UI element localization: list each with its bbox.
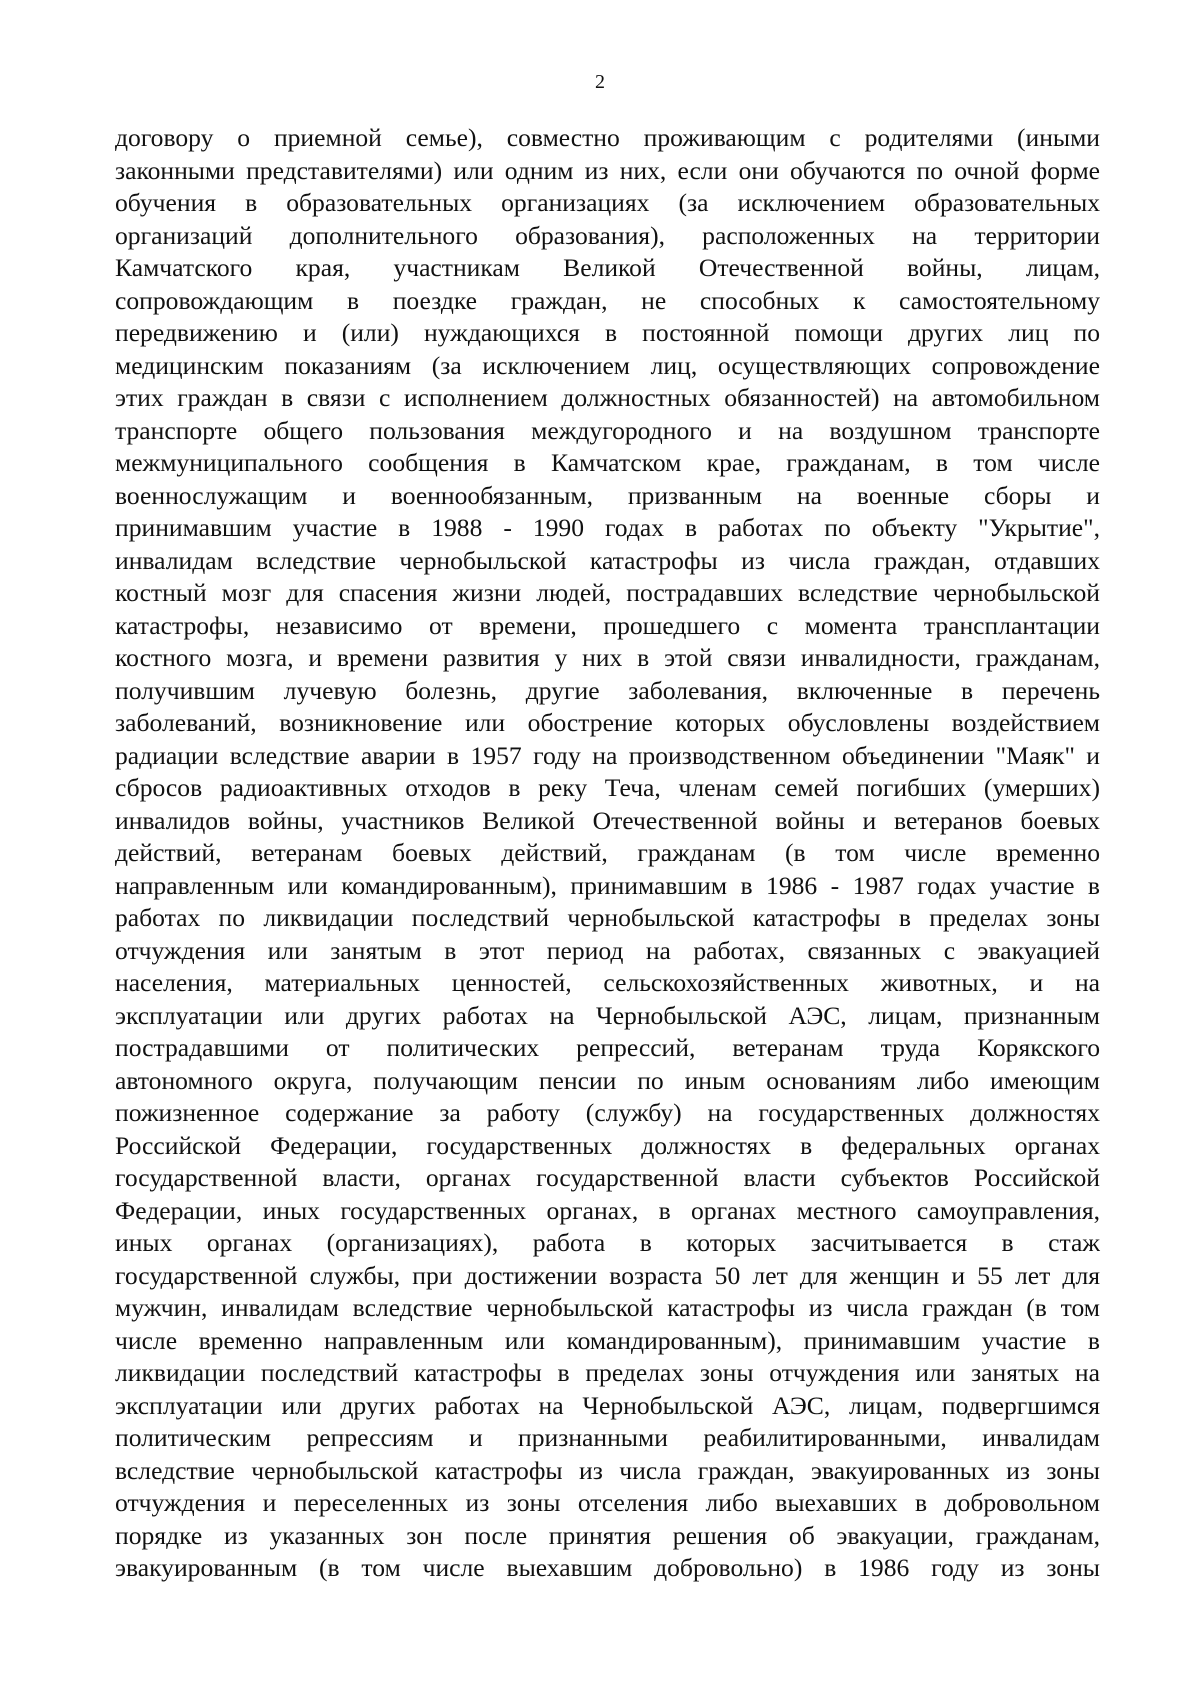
text-line: законными представителями) или одним из них, если они обучаются по очной форме [115, 155, 1100, 185]
text-line: вследствие чернобыльской катастрофы из числа граждан, эвакуированных из зоны [115, 1455, 1100, 1485]
text-line: пострадавшими от политических репрессий, ветеранам труда Корякского [115, 1033, 1100, 1062]
text-line: направленным или командированным), принимавшим в 1986 - 1987 годах участие в [115, 870, 1100, 900]
text-line: межмуниципального сообщения в Камчатском крае, гражданам, в том числе [115, 448, 1100, 477]
text-line: пожизненное содержание за работу (службу) на государственных должностях [115, 1098, 1100, 1127]
text-line: заболеваний, возникновение или обострение которых обусловлены воздействием [115, 708, 1100, 737]
body-text [115, 122, 1100, 1585]
text-line: этих граждан в связи с исполнением должностных обязанностей) на автомобильном [115, 383, 1100, 412]
text-line: отчуждения или занятым в этот период на работах, связанных с эвакуацией [115, 935, 1100, 965]
text-line: отчуждения и переселенных из зоны отселения либо выехавших в добровольном [115, 1488, 1100, 1517]
text-line: Федерации, иных государственных органах, в органах местного самоуправления, [115, 1195, 1100, 1225]
text-line: передвижению и (или) нуждающихся в постоянной помощи других лиц по [115, 318, 1100, 347]
text-line: эвакуированным (в том числе выехавшим добровольно) в 1986 году из зоны [115, 1553, 1100, 1582]
text-line: порядке из указанных зон после принятия решения об эвакуации, гражданам, [115, 1520, 1100, 1550]
text-line: действий, ветеранам боевых действий, гражданам (в том числе временно [115, 838, 1100, 867]
text-line: населения, материальных ценностей, сельскохозяйственных животных, и на [115, 968, 1100, 997]
text-line: радиации вследствие аварии в 1957 году на производственном объединении "Маяк" и [115, 740, 1100, 770]
text-line: костного мозга, и времени развития у них в этой связи инвалидности, гражданам, [115, 643, 1100, 672]
text-line: мужчин, инвалидам вследствие чернобыльской катастрофы из числа граждан (в том [115, 1293, 1100, 1322]
text-line: сбросов радиоактивных отходов в реку Теча, членам семей погибших (умерших) [115, 773, 1100, 802]
text-line: государственной службы, при достижении возраста 50 лет для женщин и 55 лет для [115, 1260, 1100, 1290]
text-line: медицинским показаниям (за исключением лиц, осуществляющих сопровождение [115, 350, 1100, 380]
text-line: иных органах (организациях), работа в которых засчитывается в стаж [115, 1228, 1100, 1257]
text-line: эксплуатации или других работах на Чернобыльской АЭС, лицам, признанным [115, 1000, 1100, 1030]
text-line: инвалидам вследствие чернобыльской катастрофы из числа граждан, отдавших [115, 545, 1100, 575]
page-number: 2 [595, 71, 605, 93]
text-line: получившим лучевую болезнь, другие заболевания, включенные в перечень [115, 675, 1100, 705]
text-line: инвалидов войны, участников Великой Отечественной войны и ветеранов боевых [115, 805, 1100, 835]
text-line: катастрофы, независимо от времени, прошедшего с момента трансплантации [115, 610, 1100, 640]
text-line: обучения в образовательных организациях (за исключением образовательных [115, 188, 1100, 217]
text-line: транспорте общего пользования междугородного и на воздушном транспорте [115, 415, 1100, 445]
text-line: Российской Федерации, государственных должностях в федеральных органах [115, 1130, 1100, 1160]
text-line: ликвидации последствий катастрофы в пределах зоны отчуждения или занятых на [115, 1358, 1100, 1387]
text-line: сопровождающим в поездке граждан, не способных к самостоятельному [115, 285, 1100, 315]
text-line: принимавшим участие в 1988 - 1990 годах в работах по объекту "Укрытие", [115, 513, 1100, 542]
text-line: военнослужащим и военнообязанным, призванным на военные сборы и [115, 480, 1100, 510]
text-line: числе временно направленным или командированным), принимавшим участие в [115, 1325, 1100, 1355]
text-line: автономного округа, получающим пенсии по иным основаниям либо имеющим [115, 1065, 1100, 1095]
text-line: договору о приемной семье), совместно проживающим с родителями (иными [115, 123, 1100, 152]
text-line: Камчатского края, участникам Великой Отечественной войны, лицам, [115, 253, 1100, 282]
text-line: государственной власти, органах государственной власти субъектов Российской [115, 1163, 1100, 1192]
text-line: организаций дополнительного образования), расположенных на территории [115, 220, 1100, 250]
text-line: работах по ликвидации последствий чернобыльской катастрофы в пределах зоны [115, 903, 1100, 932]
text-line: костный мозг для спасения жизни людей, пострадавших вследствие чернобыльской [115, 578, 1100, 607]
text-line: эксплуатации или других работах на Чернобыльской АЭС, лицам, подвергшимся [115, 1390, 1100, 1420]
text-line: политическим репрессиям и признанными реабилитированными, инвалидам [115, 1423, 1100, 1452]
